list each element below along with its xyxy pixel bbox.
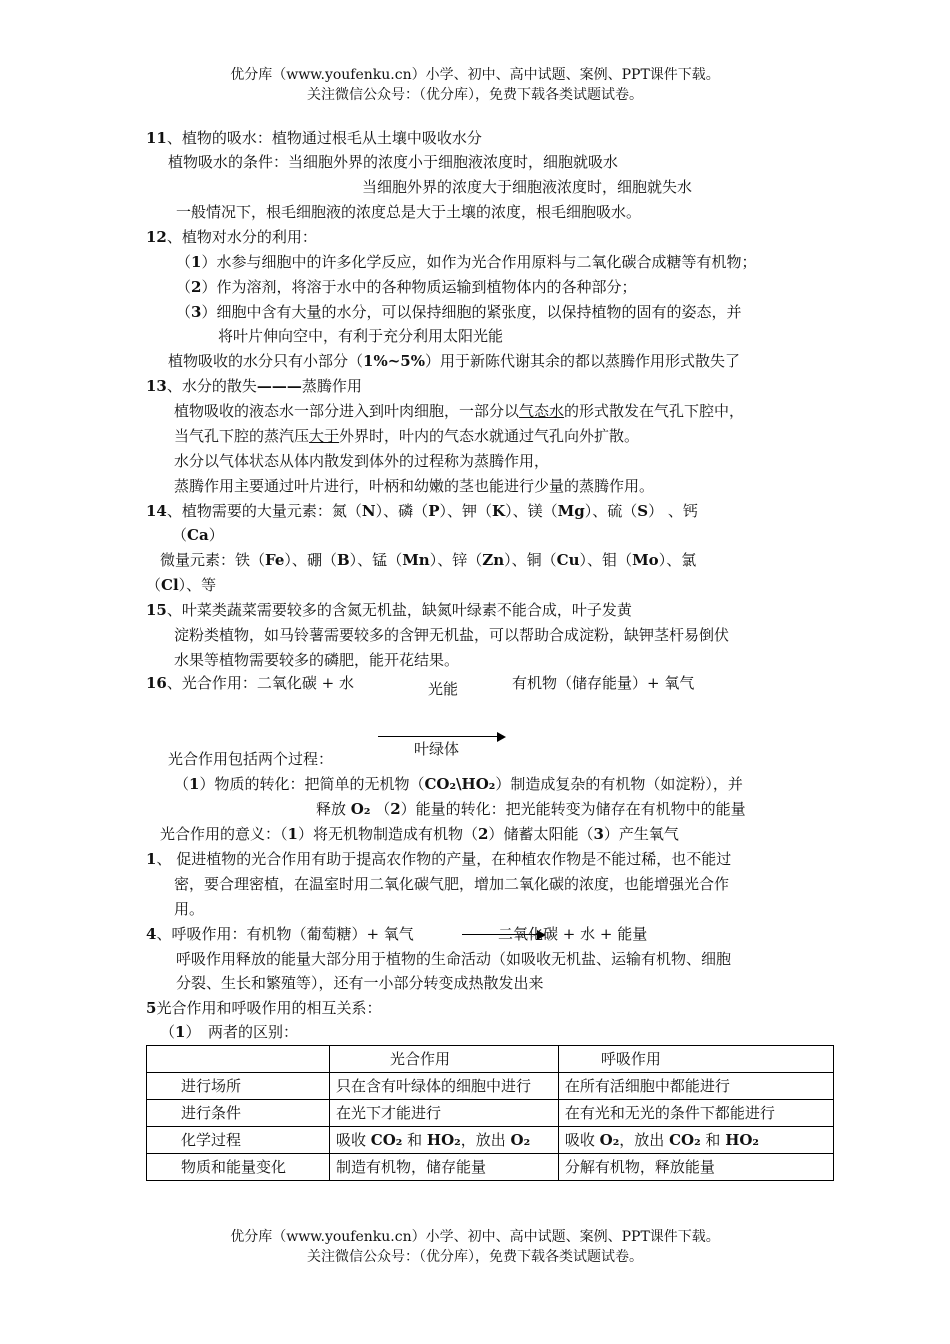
table-row-label: 进行场所 — [147, 1073, 330, 1100]
arrow-head-icon — [497, 732, 506, 742]
section-13-line-2: 当气孔下腔的蒸汽压大于外界时，叶内的气态水就通过气孔向外扩散。 — [174, 427, 640, 445]
header-line-1: 优分库（www.youfenku.cn）小学、初中、高中试题、案例、PPT课件下载。 — [230, 67, 720, 83]
table-header-cell: 光合作用 — [330, 1046, 559, 1073]
section-5-subtitle: （1） 两者的区别： — [160, 1023, 298, 1041]
section-15-line-3: 水果等植物需要较多的磷肥，能开花结果。 — [174, 651, 460, 669]
table-cell: 只在含有叶绿体的细胞中进行 — [330, 1073, 559, 1100]
photosynthesis-condition-light: 光能 — [428, 680, 459, 698]
photosynthesis-equation-left: 16、光合作用：二氧化碳 + 水 — [146, 674, 354, 692]
table-cell: 在所有活细胞中都能进行 — [558, 1073, 833, 1100]
table-cell: 制造有机物，储存能量 — [330, 1154, 559, 1181]
section-15-line-2: 淀粉类植物，如马铃薯需要较多的含钾无机盐，可以帮助合成淀粉，缺钾茎杆易倒伏 — [174, 626, 730, 644]
section-12-point-2: （2）作为溶剂，将溶于水中的各种物质运输到植物体内的各种部分； — [176, 278, 637, 296]
section-13-line-1: 植物吸收的液态水一部分进入到叶肉细胞，一部分以气态水的形式散发在气孔下腔中， — [174, 402, 745, 420]
section-16-process-2: 释放 O₂ （2）能量的转化：把光能转变为储存在有机物中的能量 — [316, 800, 746, 818]
section-4-line-1: 呼吸作用释放的能量大部分用于植物的生命活动（如吸收无机盐、运输有机物、细胞 — [176, 950, 732, 968]
table-row — [147, 1154, 834, 1181]
table-row-label: 进行条件 — [147, 1100, 330, 1127]
section-14-macro-cont: （Ca） — [172, 526, 224, 544]
table-cell: 在有光和无光的条件下都能进行 — [558, 1100, 833, 1127]
section-16-significance: 光合作用的意义：（1）将无机物制造成有机物（2）储蓄太阳能（3）产生氧气 — [160, 825, 679, 843]
photosynthesis-equation-right: 有机物（储存能量）+ 氧气 — [512, 674, 695, 692]
comparison-table — [146, 1045, 834, 1181]
section-14-macro: 14、植物需要的大量元素：氮（N）、磷（P）、钾（K）、镁（Mg）、硫（S） 、钙 — [146, 502, 698, 520]
section-14-micro-cont: （Cl）、等 — [146, 576, 217, 594]
table-row-label: 化学过程 — [147, 1127, 330, 1154]
section-14-micro: 微量元素：铁（Fe）、硼（B）、锰（Mn）、锌（Zn）、铜（Cu）、钼（Mo）、氯 — [160, 551, 697, 569]
table-cell: 吸收 CO₂ 和 HO₂，放出 O₂ — [330, 1127, 559, 1154]
section-11-condition-2: 当细胞外界的浓度大于细胞液浓度时，细胞就失水 — [362, 178, 693, 196]
table-header-cell: 呼吸作用 — [558, 1046, 833, 1073]
section-12-title: 12、植物对水分的利用： — [146, 228, 317, 246]
table-row — [147, 1073, 834, 1100]
respiration-equation-left: 4、呼吸作用：有机物（葡萄糖）+ 氧气 — [146, 925, 414, 943]
section-13-title: 13、水分的散失———蒸腾作用 — [146, 377, 362, 395]
table-row-label: 物质和能量变化 — [147, 1154, 330, 1181]
table-cell: 在光下才能进行 — [330, 1100, 559, 1127]
table-cell: 吸收 O₂，放出 CO₂ 和 HO₂ — [558, 1127, 833, 1154]
table-cell: 分解有机物，释放能量 — [558, 1154, 833, 1181]
section-15-line-1: 15、叶菜类蔬菜需要较多的含氮无机盐，缺氮叶绿素不能合成，叶子发黄 — [146, 601, 632, 619]
section-5-title: 5光合作用和呼吸作用的相互关系： — [146, 999, 382, 1017]
section-1-line-2: 密，要合理密植，在温室时用二氧化碳气肥，增加二氧化碳的浓度，也能增强光合作 — [174, 875, 730, 893]
section-4-line-2: 分裂、生长和繁殖等），还有一小部分转变成热散发出来 — [176, 974, 544, 992]
section-11-condition-1: 植物吸水的条件：当细胞外界的浓度小于细胞液浓度时，细胞就吸水 — [168, 153, 619, 171]
photosynthesis-arrow — [378, 736, 498, 737]
section-16-two-processes: 光合作用包括两个过程： — [168, 750, 334, 768]
section-11-title: 11、植物的吸水：植物通过根毛从土壤中吸收水分 — [146, 129, 482, 147]
footer-line-1: 优分库（www.youfenku.cn）小学、初中、高中试题、案例、PPT课件下载。 — [230, 1229, 720, 1245]
header-line-2: 关注微信公众号：（优分库），免费下载各类试题试卷。 — [307, 87, 643, 103]
section-11-general: 一般情况下，根毛细胞液的浓度总是大于土壤的浓度，根毛细胞吸水。 — [176, 203, 642, 221]
section-12-note: 植物吸收的水分只有小部分（1%~5%）用于新陈代谢其余的都以蒸腾作用形式散失了 — [168, 352, 740, 370]
section-1-line-3: 用。 — [174, 900, 205, 918]
section-12-point-3b: 将叶片伸向空中，有利于充分利用太阳光能 — [218, 327, 504, 345]
table-header-cell — [147, 1046, 330, 1073]
section-16-process-1: （1）物质的转化：把简单的无机物（CO₂\HO₂）制造成复杂的有机物（如淀粉），并 — [174, 775, 743, 793]
section-1-line-1: 1、 促进植物的光合作用有助于提高农作物的产量，在种植农作物是不能过稀，也不能过 — [146, 850, 732, 868]
table-row — [147, 1127, 834, 1154]
table-header-row — [147, 1046, 834, 1073]
footer-line-2: 关注微信公众号：（优分库），免费下载各类试题试卷。 — [307, 1249, 643, 1265]
respiration-equation-right: 二氧化碳 + 水 + 能量 — [498, 925, 648, 943]
section-12-point-1: （1）水参与细胞中的许多化学反应，如作为光合作用原料与二氧化碳合成糖等有机物； — [176, 253, 757, 271]
photosynthesis-condition-chloroplast: 叶绿体 — [414, 740, 460, 758]
section-12-point-3a: （3）细胞中含有大量的水分，可以保持细胞的紧张度，以保持植物的固有的姿态，并 — [176, 303, 742, 321]
table-row — [147, 1100, 834, 1127]
section-13-line-3: 水分以气体状态从体内散发到体外的过程称为蒸腾作用， — [174, 452, 550, 470]
section-13-line-4: 蒸腾作用主要通过叶片进行，叶柄和幼嫩的茎也能进行少量的蒸腾作用。 — [174, 477, 655, 495]
